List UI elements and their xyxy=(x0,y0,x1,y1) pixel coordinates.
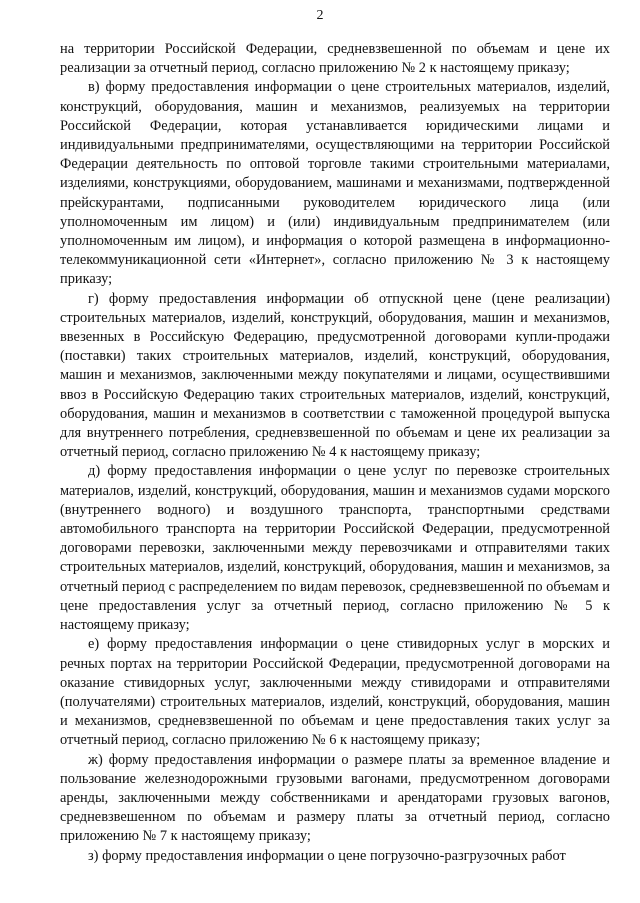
paragraph-zh: ж) форму предоставления информации о размере платы за временное владение и пользование железнодорожными грузовыми вагонами, предусмотренном договорами аренды, заключенными между собственниками и арендаторами грузовых вагонов, средневзвешенном по объемам и размеру платы за отчетный период, согласно приложению № 7 к настоящему приказу; xyxy=(60,751,610,845)
paragraph-e: е) форму предоставления информации о цене стивидорных услуг в морских и речных портах на территории Российской Федерации, предусмотренной договорами на оказание стивидорных услуг, заключенными между стивидорами и отправителями (получателями) строительных материалов, изделий, конструкций, оборудования, машин и механизмов, средневзвешенной по объемам и цене предоставления таких услуг за отчетный период, согласно приложению № 6 к настоящему приказу; xyxy=(60,636,610,749)
paragraph-g: г) форму предоставления информации об отпускной цене (цене реализации) строительных материалов, изделий, конструкций, оборудования, машин и механизмов, ввезенных в Российскую Федерацию, предусмотренной договорами купли-продажи (поставки) таких строительных материалов, изделий, конструкций, оборудования, машин и механизмов, заключенными между покупателями и лицами, осуществившими ввоз в Российскую Федерацию таких строительных материалов, изделий, конструкций, оборудования, машин и механизмов в соответствии с таможенной процедурой выпуска для внутреннего потребления, средневзвешенной по объемам и цене их реализации за отчетный период, согласно приложению № 4 к настоящему приказу; xyxy=(60,290,610,461)
paragraph-z: з) форму предоставления информации о цене погрузочно-разгрузочных работ xyxy=(88,847,566,864)
document-body xyxy=(60,40,610,866)
paragraph-b-continuation: на территории Российской Федерации, средневзвешенной по объемам и цене их реализации за отчетный период, согласно приложению № 2 к настоящему приказу; xyxy=(60,41,610,77)
paragraph-d: д) форму предоставления информации о цене услуг по перевозке строительных материалов, изделий, конструкций, оборудования, машин и механизмов судами морского (внутреннего водного) и воздушного транспорта, транспортными средствами автомобильного транспорта на территории Российской Федерации, предусмотренной договорами перевозки, заключенными между перевозчиками и отправителями таких строительных материалов, изделий, конструкций, оборудования, машин и механизмов, за отчетный период с распределением по видам перевозок, средневзвешенной по объемам и цене предоставления услуг за отчетный период, согласно приложению № 5 к настоящему приказу; xyxy=(60,463,610,634)
page-number: 2 xyxy=(316,8,324,23)
paragraph-v: в) форму предоставления информации о цене строительных материалов, изделий, конструкций, оборудования, машин и механизмов, реализуемых на территории Российской Федерации, которая устанавливается юридическими лицами и индивидуальными предпринимателями, осуществляющими на территории Российской Федерации деятельность по оптовой торговле такими строительными материалами, изделиями, конструкциями, оборудованием, машинами и механизмами, подтвержденной прейскурантами, подписанными руководителем юридического лица (или уполномоченным им лицом) и (или) индивидуальным предпринимателем (или уполномоченным им лицом), и информация о которой размещена в информационно-телекоммуникационной сети «Интернет», согласно приложению № 3 к настоящему приказу; xyxy=(60,79,610,288)
